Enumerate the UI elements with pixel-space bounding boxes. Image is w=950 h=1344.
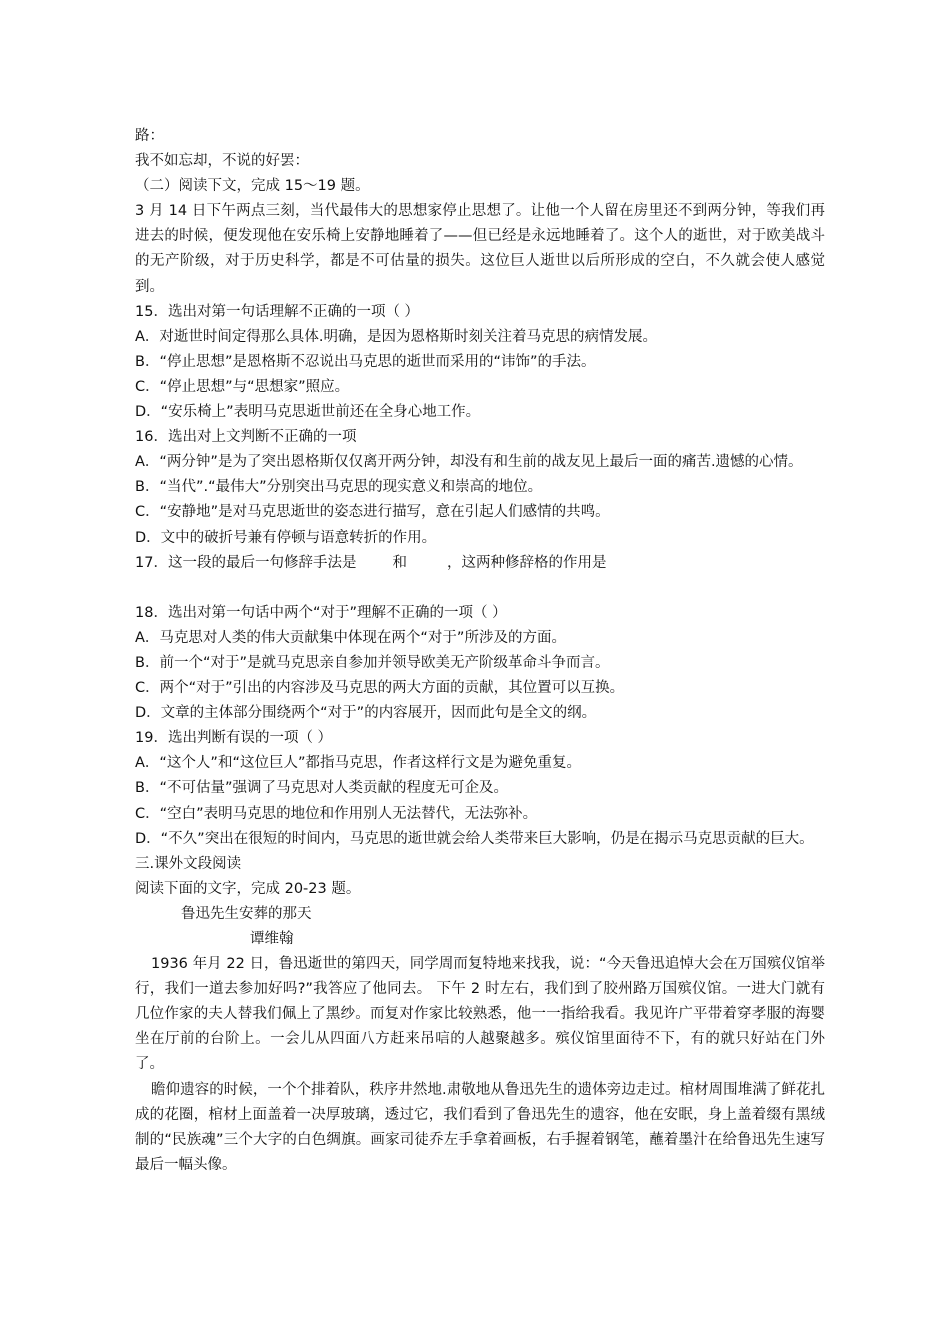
- question-19-option-c: C．“空白”表明马克思的地位和作用别人无法替代，无法弥补。: [135, 805, 538, 822]
- text-line: 路：: [135, 128, 164, 144]
- question-19-stem: 19．选出判断有误的一项（ ）: [135, 730, 333, 747]
- question-16-stem: 16．选出对上文判断不正确的一项: [135, 429, 357, 446]
- question-15-option-c: C．“停止思想”与“思想家”照应。: [135, 378, 350, 395]
- question-15-option-b: B．“停止思想”是恩格斯不忍说出马克思的逝世而采用的“讳饰”的手法。: [135, 353, 596, 370]
- question-19-option-b: B．“不可估量”强调了马克思对人类贡献的程度无可企及。: [135, 780, 508, 797]
- question-18-option-b: B．前一个“对于”是就马克思亲自参加并领导欧美无产阶级革命斗争而言。: [135, 654, 610, 671]
- article-paragraph-1: 1936 年月 22 日，鲁迅逝世的第四天，同学周而复特地来找我，说：“今天鲁迅追悼大会在万国殡仪馆举行，我们一道去参加好吗?”我答应了他同去。 下午 2 时左右，我们到了胶州路万国殡仪馆。一进大门就有几位作家的夫人替我们佩上了黑纱。而复对作家比较熟悉，他一一指给我看。我见许广平带着穿孝服的海婴坐在厅前的台阶上。一会儿从四面八方赶来吊唁的人越聚越多。殡仪馆里面待不下，有的就只好站在门外了。: [135, 956, 825, 1073]
- question-16-option-b: B．“当代”.“最伟大”分别突出马克思的现实意义和崇高的地位。: [135, 479, 543, 496]
- question-18-option-a: A．马克思对人类的伟大贡献集中体现在两个“对于”所涉及的方面。: [135, 629, 566, 646]
- article-paragraph-2: 瞻仰遗容的时候，一个个排着队，秩序井然地.肃敬地从鲁迅先生的遗体旁边走过。棺材周围堆满了鲜花扎成的花圈，棺材上面盖着一决厚玻璃，透过它，我们看到了鲁迅先生的遗容，他在安眠，身上盖着缀有黑绒制的“民族魂”三个大字的白色绸旗。画家司徒乔左手拿着画板，右手握着钢笔，蘸着墨汁在给鲁迅先生速写最后一幅头像。: [135, 1081, 825, 1173]
- question-16-option-d: D．文中的破折号兼有停顿与语意转折的作用。: [135, 529, 437, 546]
- question-16-option-a: A．“两分钟”是为了突出恩格斯仅仅离开两分钟，却没有和生前的战友见上最后一面的痛苦.遗憾的心情。: [135, 454, 803, 471]
- article-title: 鲁迅先生安葬的那天: [181, 905, 312, 922]
- reading-passage: 3 月 14 日下午两点三刻，当代最伟大的思想家停止思想了。让他一个人留在房里还不到两分钟，等我们再进去的时候，便发现他在安乐椅上安静地睡着了——但已经是永远地睡着了。这个人的逝世，对于欧美战斗的无产阶级，对于历史科学，都是不可估量的损失。这位巨人逝世以后所形成的空白，不久就会使人感觉到。: [135, 203, 825, 295]
- section-3-heading: 三.课外文段阅读: [135, 855, 242, 872]
- question-18-stem: 18．选出对第一句话中两个“对于”理解不正确的一项（ ）: [135, 604, 507, 621]
- question-18-option-d: D．文章的主体部分围绕两个“对于”的内容展开，因而此句是全文的纲。: [135, 705, 597, 722]
- section-2-heading: （二）阅读下文，完成 15～19 题。: [135, 178, 370, 195]
- question-15-option-a: A．对逝世时间定得那么具体.明确，是因为恩格斯时刻关注着马克思的病情发展。: [135, 328, 658, 345]
- question-16-option-c: C．“安静地”是对马克思逝世的姿态进行描写，意在引起人们感情的共鸣。: [135, 504, 610, 521]
- text-line: 我不如忘却，不说的好罢：: [135, 153, 309, 170]
- question-18-option-c: C．两个“对于”引出的内容涉及马克思的两大方面的贡献，其位置可以互换。: [135, 680, 625, 697]
- question-17-part-2: 和: [392, 554, 407, 571]
- question-15-stem: 15．选出对第一句话理解不正确的一项（ ）: [135, 303, 420, 320]
- answer-space: [135, 576, 825, 601]
- question-17-part-3: ，这两种修辞格的作用是: [446, 554, 607, 571]
- document-body: [135, 124, 825, 1178]
- question-15-option-d: D．“安乐椅上”表明马克思逝世前还在全身心地工作。: [135, 404, 481, 421]
- section-3-instruction: 阅读下面的文字，完成 20-23 题。: [135, 880, 361, 897]
- article-author: 谭维翰: [250, 931, 294, 947]
- question-19-option-d: D．“不久”突出在很短的时间内，马克思的逝世就会给人类带来巨大影响，仍是在揭示马克思贡献的巨大。: [135, 830, 814, 847]
- question-19-option-a: A．“这个人”和“这位巨人”都指马克思，作者这样行文是为避免重复。: [135, 755, 581, 772]
- question-17-stem: [135, 551, 825, 576]
- question-17-part-1: 17．这一段的最后一句修辞手法是: [135, 554, 357, 571]
